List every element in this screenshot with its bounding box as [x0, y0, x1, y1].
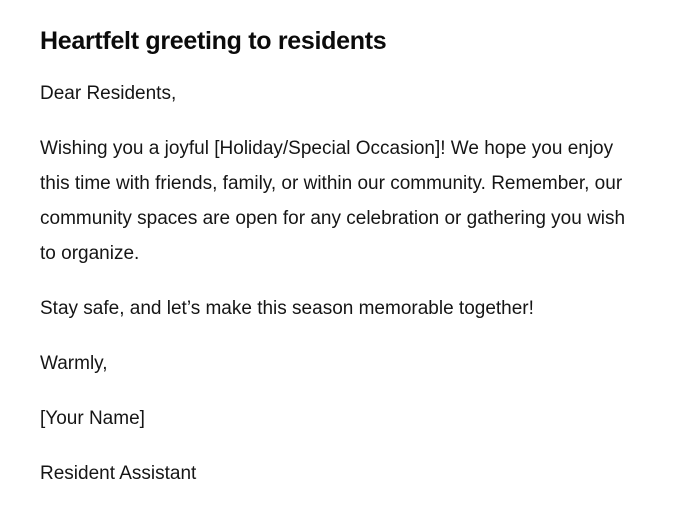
document-title: Heartfelt greeting to residents: [40, 27, 387, 55]
signature-title: Resident Assistant: [40, 463, 197, 484]
body-paragraph-closing-wish: Stay safe, and let’s make this season memorable together!: [40, 298, 534, 319]
closing-line: Warmly,: [40, 353, 108, 374]
salutation: Dear Residents,: [40, 83, 177, 104]
signature-name: [Your Name]: [40, 408, 145, 429]
body-paragraph-wishes: Wishing you a joyful [Holiday/Special Occasion]! We hope you enjoy this time with friends, family, or within our community. Remember, our community spaces are open for any celebration or gathering you wish to organize.: [40, 138, 626, 264]
